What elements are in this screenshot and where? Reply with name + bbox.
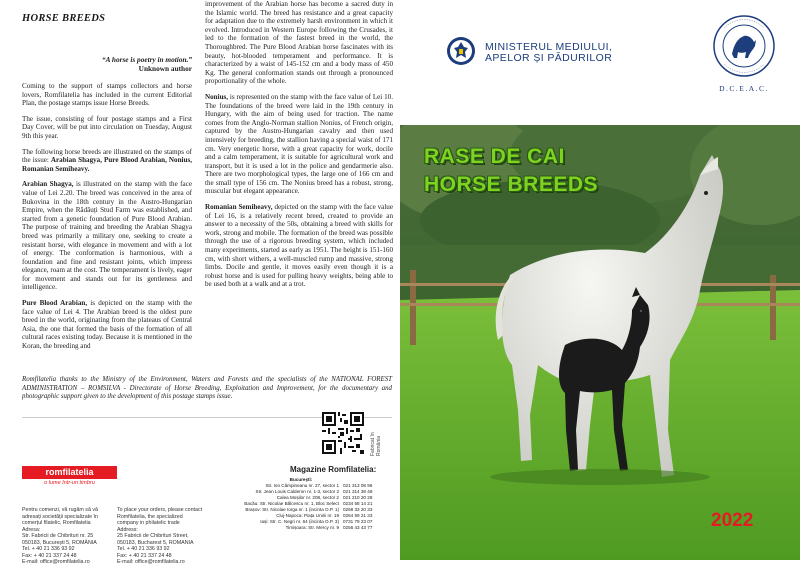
romsilva-seal-icon	[712, 14, 776, 78]
breed-name: Nonius,	[205, 92, 229, 101]
quote-author: Unknown author	[138, 64, 192, 73]
acknowledgement: Romfilatelia thanks to the Ministry of the Environment, Waters and Forests and the specialists of the NATIONAL FOREST ADMINISTRATION – ROMSILVA - Directorate of Horse Breeding, Exploitation and Improvement, for the documentary and photographic support given to the development of this postage stamps issue.	[22, 376, 392, 401]
shop-address: Str. Jean Louis Calderon nr. 1-3, sector 2	[255, 489, 339, 494]
paragraph	[22, 180, 192, 292]
shop-phone: 0256 43 43 77	[343, 525, 373, 530]
contact-line: Fax: + 40 21 337 24 48	[22, 552, 77, 559]
contact-line: Fax: + 40 21 337 24 48	[117, 552, 172, 559]
shop-phone: 0268 33 20 33	[343, 507, 373, 512]
shop-phone: 021 313 08 96	[343, 483, 373, 488]
contact-line: company in philatelic trade	[117, 520, 180, 526]
paragraph: improvement of the Arabian horse has become a sacred duty in the Islamic world. The breed has resistance and a great capacity for adaptation due to the extremely harsh environment in which it evolved. Introduced in Western Europe following the Crusades, it led to the formation of the fastest breed in the world, the Thoroughbred. The Pure Blood Arabian horse fascinates with its beauty, hot-blooded temperament and performance. It is characterized by a waist of 145-152 cm and a body mass of 450 Kg. The general conformation stands out through a pronounced proportionality of the whole.	[205, 0, 393, 86]
shop-phone: 021 314 38 49	[343, 489, 373, 494]
shops-title: Magazine Romfilatelia:	[290, 465, 377, 474]
shop-address: Bacău: Str. Nicolae Bălcescu nr. 1, Bloc Select	[244, 501, 339, 506]
shop-phone: 0264 59 21 33	[343, 513, 373, 518]
title-en: HORSE BREEDS	[424, 173, 599, 196]
contact-line: To place your orders, please contact	[117, 507, 203, 513]
shop-address: Str. Ion Câmpineanu nr. 27, sector 1	[265, 483, 339, 488]
breed-name: Pure Blood Arabian,	[22, 299, 88, 308]
contact-line: Romfilatelia, the specialized	[117, 513, 183, 520]
logo-underline	[22, 478, 117, 479]
breed-text: depicted on the stamp with the face value of Lei 16, is a relatively recent breed, created to provide an answer to a necessity of the 50s, obtaining a breed with skills for work, strong and mobile. The formation of the breed was possible through the use of a rigorous breeding system, which included many experiments, started as early as 1951. The height is 151-160 cm, with short withers, a well-muscled rump and massive, strong limbs. Docile and gentle, it moves easily even though it is a robust horse and is used for pulling heavy weights, being able to be used both at a walk and at a trot.	[205, 203, 393, 289]
paragraph	[205, 93, 393, 196]
contact-line: 25 Fabricii de Chibrituri Street,	[117, 533, 189, 539]
contact-line: Tel. + 40 21 336 93 92	[117, 546, 170, 552]
text-column-2	[205, 0, 393, 296]
breed-text: is illustrated on the stamp with the face value of Lei 2.20. The breed was conceived in the area of Bukovina in the 18th century in the Austro-Hungarian Empire, when the Rădăuți Stud Farm was established, and started from a genetic foundation of Pure Blood Arabian. The purpose of training and breeding the Arabian Shagya breed was primarily a military one, seeking to create a resistant horse, with elegance in movement and with a lot of energy. The conformation is harmonious, with a foundation and fine and resistant joints, which impress elegance, roam at the cost. The temperament is lively, eager for movement and stands out for its gentleness and intelligence.	[22, 180, 192, 292]
text-column-1	[22, 55, 192, 358]
paragraph: Coming to the support of stamps collectors and horse lovers, Romfilatelia has included in the current Editorial Plan, the postage stamps issue Horse Breeds.	[22, 82, 192, 108]
paragraph	[22, 299, 192, 351]
dceac-label: D.C.E.A.C.	[719, 84, 769, 93]
contact-line: 050183, Bucharest 5, ROMANIA	[117, 539, 194, 546]
contact-line: adresați societății specializate în	[22, 513, 98, 520]
contact-line: 050183, București 5, ROMÂNIA	[22, 539, 97, 546]
logo-tagline: o lume într-un timbru	[44, 480, 95, 486]
ministry-name	[485, 42, 612, 64]
shop-address: Brașov: Str. Nicolae Iorga nr. 1 (incinta O.P. 1)	[245, 507, 339, 512]
shop-phone: 0234 58 14 21	[343, 501, 373, 506]
qr-caption: Fabricat în România	[370, 432, 382, 456]
quote-text: “A horse is poetry in motion.”	[101, 55, 192, 64]
section-title: HORSE BREEDS	[22, 13, 106, 24]
shop-address: Timișoara: Str. Mercy nr. 9	[285, 525, 339, 530]
contact-line: comerțul filatelic, Romfilatelia	[22, 520, 91, 526]
breed-text: is represented on the stamp with the face value of Lei 10. The foundations of the breed were laid in the 19th century in Hungary, with the aim of being used for traction. The name comes from the Anglo-Norman stallion Nonius, of French origin, captured by the Austro-Hungarian cavalry and then used intensively for breeding, the stallion having a special waist of 171 cm. Very energetic horse, with a great capacity for work, docile and a calm temperament, it is suitable for agricultural work and transport, but it is used a lot in the police and gendarmerie also. There are two morphological types, the large one of 166 cm and the small type of 156 cm. The Nonius breed has a robust, strong, muscular but elegant appearance.	[205, 92, 393, 196]
contact-line: Adresa:	[22, 526, 41, 533]
contact-line: E-mail: office@romfilatelia.ro	[117, 559, 185, 565]
breed-list: Arabian Shagya, Pure Blood Arabian, Nonius, Romanian Semiheavy.	[22, 156, 192, 173]
shop-row	[215, 525, 387, 531]
breed-name: Romanian Semiheavy,	[205, 203, 273, 212]
shop-address: Cluj-Napoca: Piața Unirii nr. 19	[276, 513, 339, 518]
contact-line: E-mail: office@romfilatelia.ro	[22, 559, 90, 565]
contact-en	[117, 507, 207, 566]
contact-line: Str. Fabricii de Chibrituri nr. 25	[22, 533, 94, 539]
shop-city: București:	[289, 477, 313, 482]
ministry-line: APELOR ȘI PĂDURILOR	[485, 52, 613, 64]
contact-line: Address:	[117, 526, 138, 533]
shop-address: Iași: Str. C. Negri nr. 64 (incinta O.P. 3)	[260, 519, 339, 524]
contact-line: Pentru comenzi, vă rugăm să vă	[22, 507, 98, 513]
romfilatelia-logo: romfilatelia	[22, 466, 117, 478]
shops-list	[215, 477, 387, 531]
shop-phone: 0731 79 23 07	[343, 519, 373, 524]
paragraph	[205, 203, 393, 289]
breed-name: Arabian Shagya,	[22, 180, 74, 189]
year-label: 2022	[711, 510, 754, 531]
quote	[22, 55, 192, 73]
government-logo-icon	[446, 36, 476, 66]
title-ro: RASE DE CAI	[424, 145, 565, 168]
paragraph	[22, 148, 192, 174]
ministry-line: MINISTERUL MEDIULUI,	[485, 41, 613, 53]
paragraph: The issue, consisting of four postage stamps and a First Day Cover, will be put into circulation on Tuesday, August 9th this year.	[22, 114, 192, 140]
breed-text: is depicted on the stamp with the face value of Lei 4. The Arabian breed is the oldest pure breed in the world, originating from the plateaus of Central Asia, the one that formed the basis of the formation of all cultural races existing today. Because it is mentioned in the Koran, the breeding and	[22, 299, 193, 351]
contact-line: Tel. + 40 21 336 93 92	[22, 546, 75, 552]
contact-ro	[22, 507, 107, 566]
shop-phone: 021 210 20 28	[343, 495, 373, 500]
qr-code-icon	[322, 412, 364, 454]
shop-address: Calea Moșilor nr. 208, sector 2	[276, 495, 339, 500]
paragraph-lead: The following horse breeds are illustrated on the stamps of the issue:	[22, 147, 192, 165]
